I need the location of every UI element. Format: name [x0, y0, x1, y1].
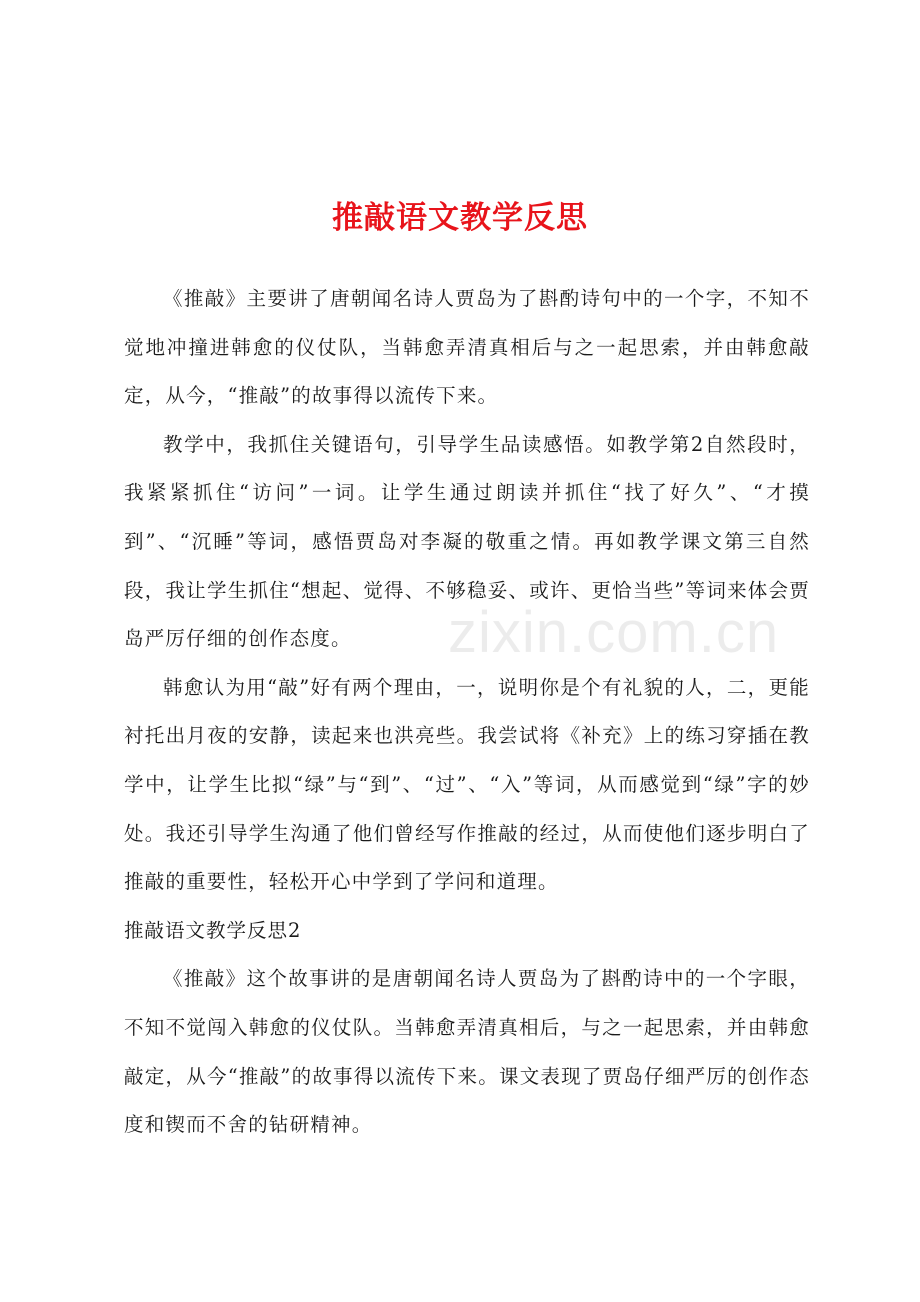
watermark: zixin.com.cn: [448, 600, 780, 665]
paragraph-1: 《推敲》主要讲了唐朝闻名诗人贾岛为了斟酌诗句中的一个字，不知不觉地冲撞进韩愈的仪仗队，当韩愈弄清真相后与之一起思索，并由韩愈敲定，从今，“推敲”的故事得以流传下来。: [124, 287, 810, 408]
paragraph-4: 《推敲》这个故事讲的是唐朝闻名诗人贾岛为了斟酌诗中的一个字眼，不知不觉闯入韩愈的仪仗队。当韩愈弄清真相后，与之一起思索，并由韩愈敲定，从今“推敲”的故事得以流传下来。课文表现了贾岛仔细严厉的创作态度和锲而不舍的钻研精神。: [124, 967, 810, 1137]
document-body: [124, 275, 810, 1150]
document-title: 推敲语文教学反思: [332, 200, 588, 236]
paragraph-3: 韩愈认为用“敲”好有两个理由，一，说明你是个有礼貌的人，二，更能衬托出月夜的安静，读起来也洪亮些。我尝试将《补充》上的练习穿插在教学中，让学生比拟“绿”与“到”、“过”、“入”等词，从而感觉到“绿”字的妙处。我还引导学生沟通了他们曾经写作推敲的经过，从而使他们逐步明白了推敲的重要性，轻松开心中学到了学问和道理。: [124, 675, 810, 894]
paragraph-2: 教学中，我抓住关键语句，引导学生品读感悟。如教学第2自然段时，我紧紧抓住“访问”一词。让学生通过朗读并抓住“找了好久”、“才摸到”、“沉睡”等词，感悟贾岛对李凝的敬重之情。再如教学课文第三自然段，我让学生抓住“想起、觉得、不够稳妥、或许、更恰当些”等词来体会贾岛严厉仔细的创作态度。: [124, 432, 810, 651]
section-subheading: 推敲语文教学反思2: [124, 918, 302, 942]
